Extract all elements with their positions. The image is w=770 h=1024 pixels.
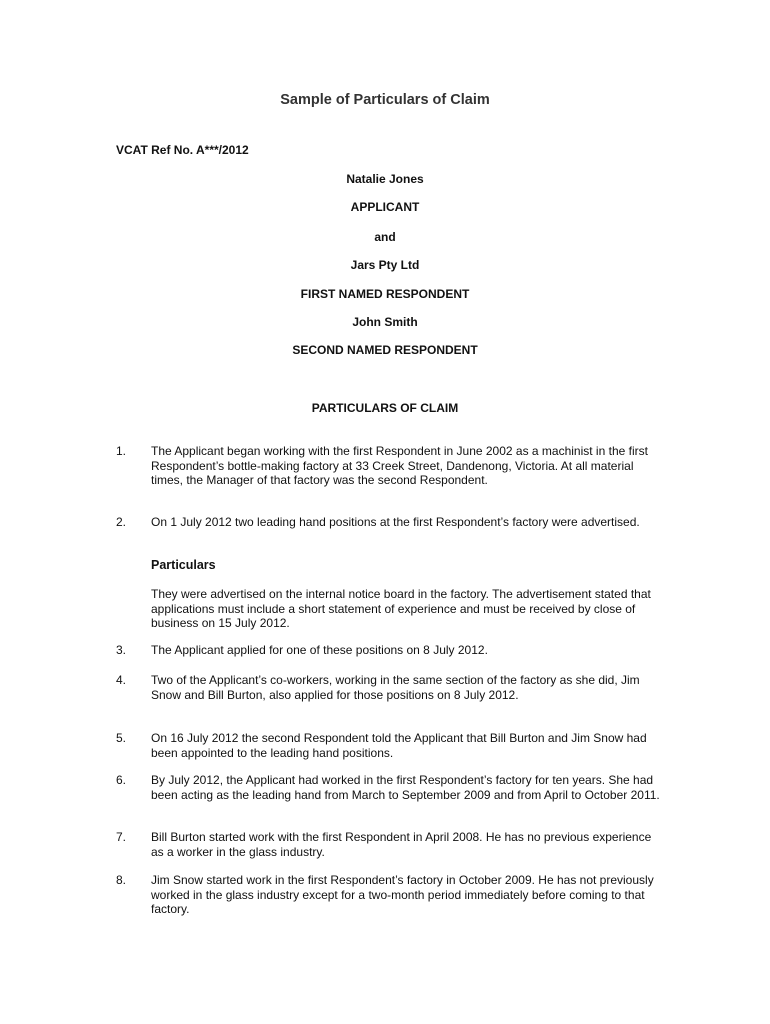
- party-conjunction: and: [374, 230, 396, 244]
- vcat-reference: VCAT Ref No. A***/2012: [116, 143, 249, 157]
- applicant-name: Natalie Jones: [346, 172, 424, 186]
- first-respondent-name: Jars Pty Ltd: [350, 258, 420, 272]
- particulars-heading: Particulars: [151, 558, 216, 572]
- item-number: 5.: [116, 731, 127, 745]
- item-number: 4.: [116, 673, 127, 687]
- claim-item: [116, 515, 676, 530]
- claim-item: [116, 830, 676, 859]
- applicant-role: APPLICANT: [350, 200, 420, 214]
- item-text: Jim Snow started work in the first Respondent’s factory in October 2009. He has not previously worked in the glass industry except for a two-month period immediately before coming to that factory.: [151, 873, 654, 916]
- item-text: On 16 July 2012 the second Respondent told the Applicant that Bill Burton and Jim Snow had been appointed to the leading hand positions.: [151, 731, 647, 760]
- item-text: On 1 July 2012 two leading hand positions at the first Respondent’s factory were advertised.: [151, 515, 640, 529]
- item-number: 1.: [116, 444, 127, 458]
- first-respondent-role: FIRST NAMED RESPONDENT: [300, 287, 470, 301]
- item-number: 6.: [116, 773, 127, 787]
- item-number: 8.: [116, 873, 127, 887]
- claim-item: [116, 873, 676, 917]
- section-heading: PARTICULARS OF CLAIM: [311, 401, 459, 415]
- claim-item: [116, 673, 676, 702]
- document-title: Sample of Particulars of Claim: [280, 92, 490, 108]
- item-text: Bill Burton started work with the first Respondent in April 2008. He has no previous experience as a worker in the glass industry.: [151, 830, 652, 859]
- item-number: 2.: [116, 515, 127, 529]
- claim-item: [116, 731, 676, 760]
- item-text: The Applicant applied for one of these positions on 8 July 2012.: [151, 643, 488, 657]
- claim-item: [116, 773, 676, 802]
- second-respondent-role: SECOND NAMED RESPONDENT: [292, 343, 478, 357]
- item-text: Two of the Applicant’s co-workers, working in the same section of the factory as she did, Jim Snow and Bill Burton, also applied for those positions on 8 July 2012.: [151, 673, 640, 702]
- claim-item: [116, 643, 676, 658]
- item-text: The Applicant began working with the first Respondent in June 2002 as a machinist in the first Respondent’s bottle-making factory at 33 Creek Street, Dandenong, Victoria. At all material times, the Manager of that factory was the second Respondent.: [151, 444, 648, 487]
- item-number: 7.: [116, 830, 127, 844]
- item-number: 3.: [116, 643, 127, 657]
- second-respondent-name: John Smith: [352, 315, 418, 329]
- particulars-text: They were advertised on the internal notice board in the factory. The advertisement stated that applications must include a short statement of experience and must be received by close of business on 15 July 2012.: [151, 587, 651, 630]
- item-text: By July 2012, the Applicant had worked in the first Respondent’s factory for ten years. She had been acting as the leading hand from March to September 2009 and from April to October 2011.: [151, 773, 660, 802]
- claim-item: [116, 444, 676, 488]
